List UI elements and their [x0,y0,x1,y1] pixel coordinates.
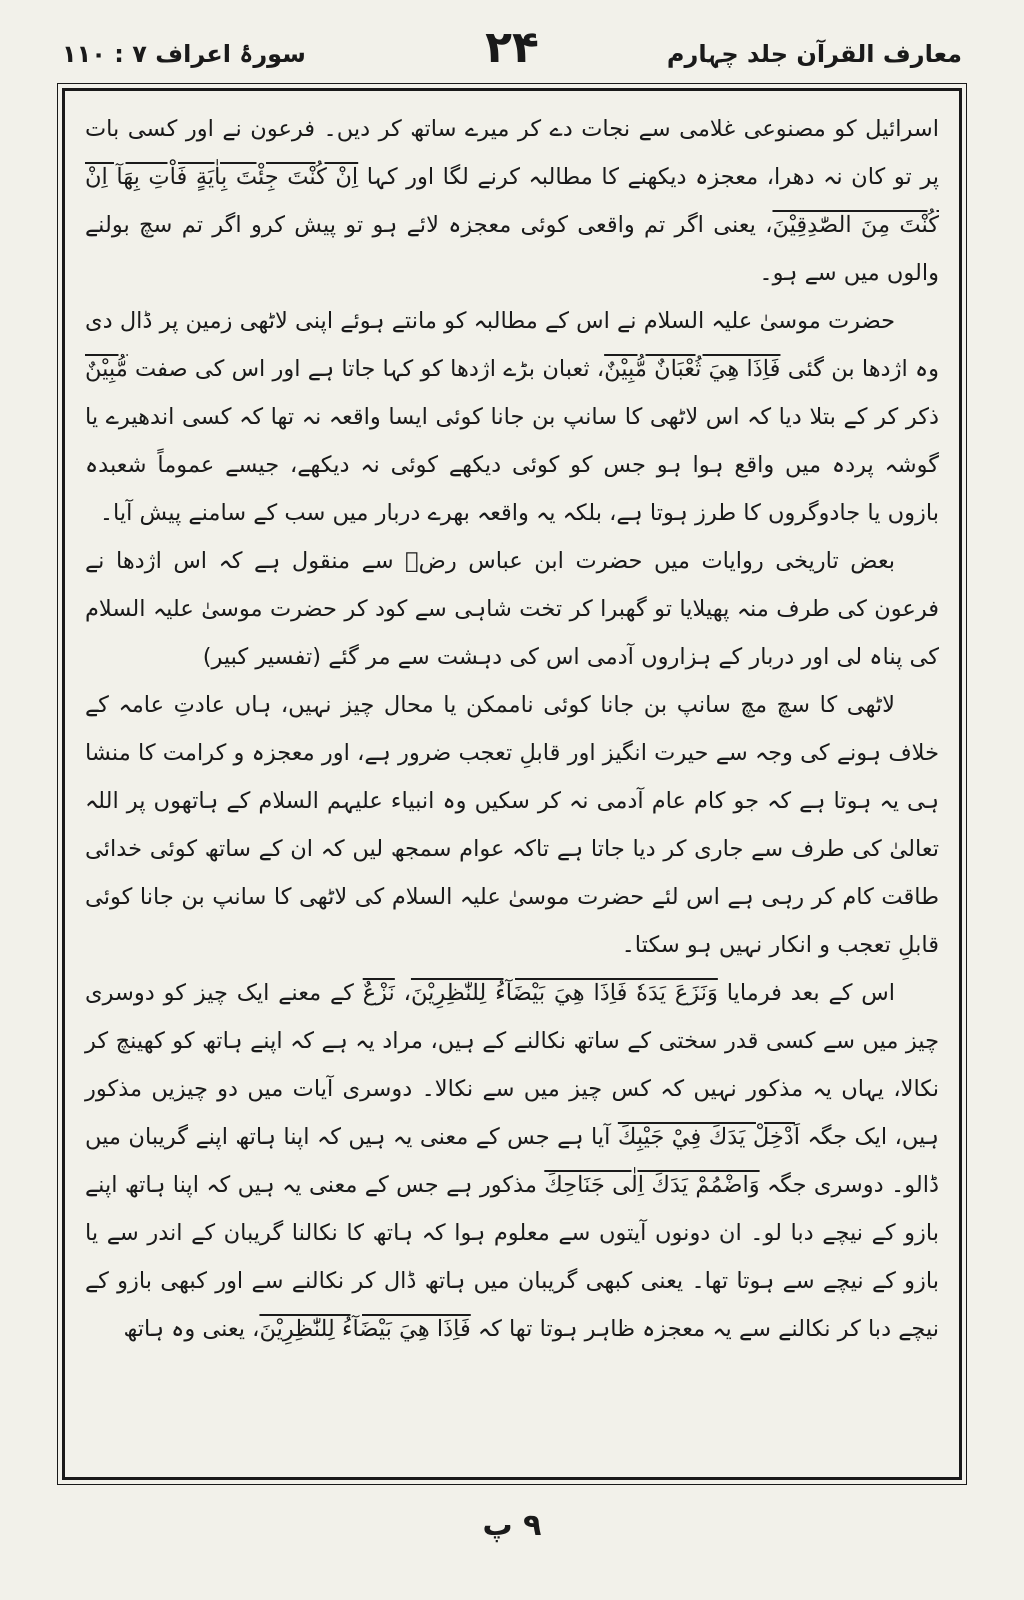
paragraph [85,105,939,297]
body-text [85,105,939,1467]
body-text-run: ، یعنی وہ ہاتھ [123,1316,260,1342]
paragraph [85,537,939,681]
body-text-run: حضرت موسیٰ علیہ السلام نے اس کے مطالبہ کو مانتے ہوئے اپنی لاٹھی زمین پر ڈال دی وہ اژدھا بن گئی [85,308,939,382]
quranic-citation: فَاِذَا هِيَ بَيْضَآءُ لِلنّٰظِرِيْنَ [259,1316,471,1342]
body-text-run: بعض تاریخی روایات میں حضرت ابن عباس رضؓ سے منقول ہے کہ اس اژدھا نے فرعون کی طرف منہ پھیلایا تو گھبرا کر تخت شاہی سے کود کر حضرت موسیٰ علیہ السلام کی پناہ لی اور دربار کے ہزاروں آدمی اس کی دہشت سے مر گئے (تفسیر کبیر) [85,548,939,670]
paragraph [85,681,939,969]
body-text-run: اسرائیل کو مصنوعی غلامی سے نجات دے کر میرے ساتھ کر دیں۔ فرعون نے اور کسی بات پر تو کان نہ دھرا، معجزہ دیکھنے کا مطالبہ کرنے لگا اور کہا [85,116,940,190]
quranic-citation: نَزْعٌ [362,980,395,1006]
body-text-run: اس کے بعد فرمایا [717,980,895,1006]
body-text-run: ، یعنی اگر تم واقعی کوئی معجزہ لائے ہو تو پیش کرو اگر تم سچ بولنے والوں میں سے ہو۔ [85,212,939,286]
body-text-run: آیا ہے جس کے معنی یہ ہیں کہ اپنا ہاتھ اپنے گریبان میں ڈالو۔ دوسری جگہ [85,1124,939,1198]
quranic-citation: فَاِذَا هِيَ ثُعْبَانٌ مُّبِيْنٌ [604,356,781,382]
quranic-citation: اَدْخِلْ يَدَكَ فِيْ جَيْبِكَ [617,1124,801,1150]
signature-mark: ۹ پ [482,1508,542,1543]
surah-reference: سورۂ اعراف ۷ : ۱۱۰ [62,40,306,68]
quranic-citation: اِنْ كُنْتَ جِئْتَ بِاٰيَةٍ فَاْتِ بِهَآ اِنْ كُنْتَ مِنَ الصّٰدِقِيْنَ [85,164,939,238]
page-header [62,22,962,78]
body-text-run: مذکور ہے جس کے معنی یہ ہیں کہ اپنا ہاتھ اپنے بازو کے نیچے دبا لو۔ ان دونوں آیتوں سے معلوم ہوا کہ ہاتھ کا نکالنا گریبان کے اندر سے یا بازو کے نیچے سے ہوتا تھا۔ یعنی کبھی گریبان میں ہاتھ ڈال کر نکالنے سے اور کبھی بازو کے نیچے دبا کر نکالنے سے یہ معجزہ ظاہر ہوتا تھا کہ [85,1172,939,1342]
body-text-run: ، ثعبان بڑے اژدھا کو کہا جاتا ہے اور اس کی صفت [127,356,605,382]
quranic-citation: مُّبِيْنٌ [85,356,128,382]
quranic-citation: وَاضْمُمْ يَدَكَ اِلٰى جَنَاحِكَ [544,1172,760,1198]
page-number: ۲۴ [485,22,539,73]
paragraph [85,969,939,1353]
body-text-run: کے معنے ایک چیز کو دوسری چیز میں سے کسی قدر سختی کے ساتھ نکالنے کے ہیں، مراد یہ ہے کہ اپنے ہاتھ کو کھینچ کر نکالا، یہاں یہ مذکور نہیں کہ کس چیز میں سے نکالا۔ دوسری آیات میں دو چیزیں مذکور ہیں، ایک جگہ [85,980,939,1150]
paragraph [85,297,939,537]
body-text-run: ذکر کر کے بتلا دیا کہ اس لاٹھی کا سانپ بن جانا کوئی ایسا واقعہ نہ تھا کہ کسی اندھیرے یا گوشہ پردہ میں واقع ہوا ہو جس کو کوئی دیکھے کوئی نہ دیکھے، جیسے عموماً شعبدہ بازوں یا جادوگروں کا طرز ہوتا ہے، بلکہ یہ واقعہ بھرے دربار میں سب کے سامنے پیش آیا۔ [85,404,939,526]
body-text-run: ، [394,980,411,1006]
book-title: معارف القرآن جلد چہارم [666,40,962,68]
text-frame [62,88,962,1480]
quranic-citation: وَنَزَعَ يَدَهٗ فَاِذَا هِيَ بَيْضَآءُ لِلنّٰظِرِيْنَ [410,980,718,1006]
body-text-run: لاٹھی کا سچ مچ سانپ بن جانا کوئی ناممکن یا محال چیز نہیں، ہاں عادتِ عامہ کے خلاف ہونے کی وجہ سے حیرت انگیز اور قابلِ تعجب ضرور ہے، اور معجزہ و کرامت کا منشا ہی یہ ہوتا ہے کہ جو کام عام آدمی نہ کر سکیں وہ انبیاء علیہم السلام کے ہاتھوں پر اللہ تعالیٰ کی طرف سے جاری کر دیا جاتا ہے تاکہ عوام سمجھ لیں کہ ان کے ساتھ کوئی خدائی طاقت کام کر رہی ہے اس لئے حضرت موسیٰ علیہ السلام کی لاٹھی کا سانپ بن جانا کوئی قابلِ تعجب و انکار نہیں ہو سکتا۔ [85,692,939,958]
